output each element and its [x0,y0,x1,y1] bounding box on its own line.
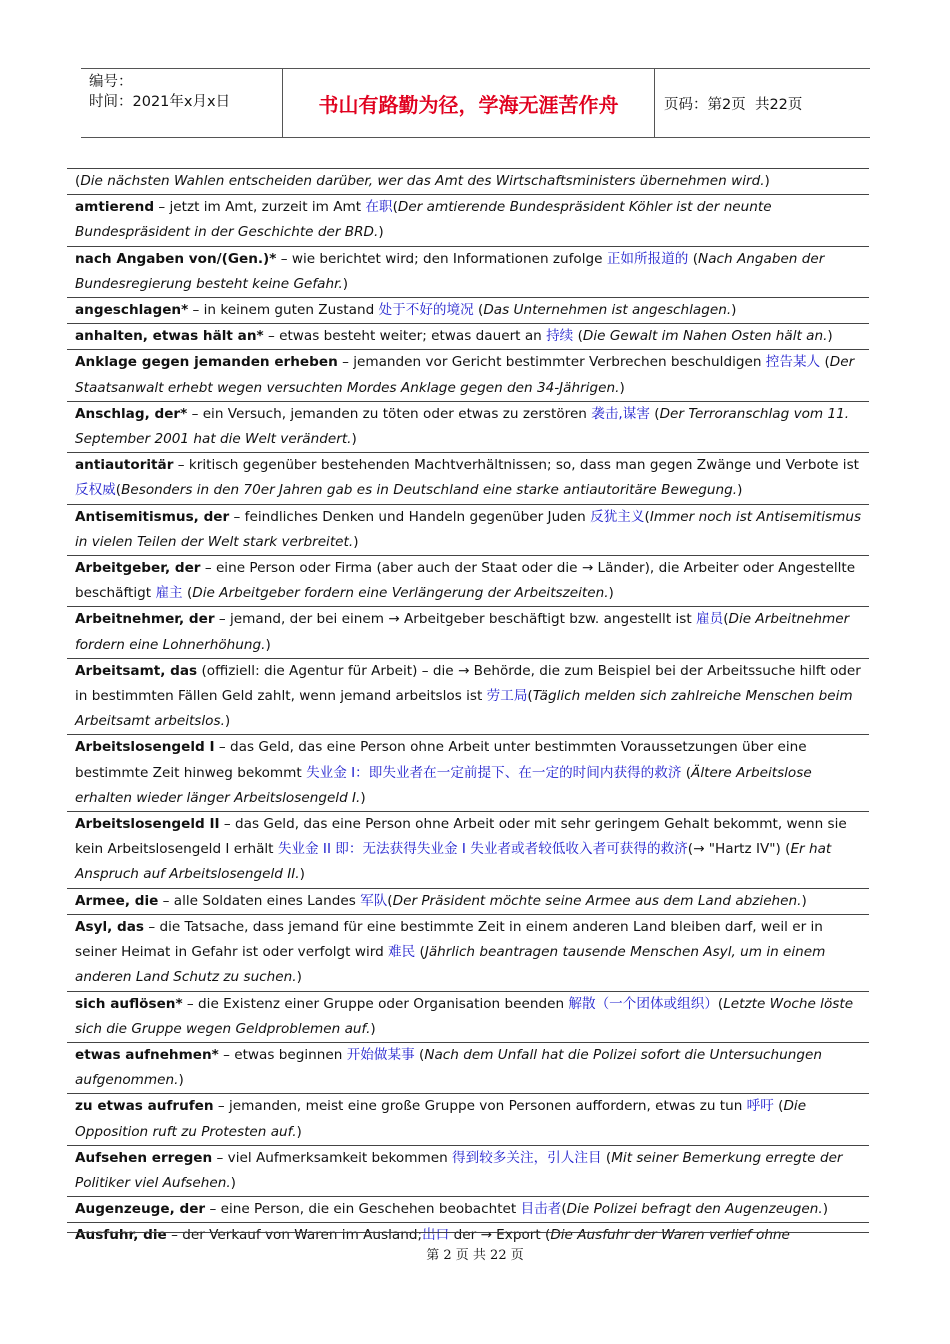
entry-example: Das Unternehmen ist angeschlagen. [483,302,732,319]
page-info-text: 页码：第2页 共22页 [664,96,803,113]
glossary-entry [67,992,869,1043]
glossary-entry [67,556,869,607]
header-meta [81,69,282,137]
entry-definition: – jemand, der bei einem → Arbeitgeber beschäftigt bzw. angestellt ist [214,611,696,628]
entry-term: angeschlagen* [75,302,189,319]
entry-translation: 反权威 [75,482,116,499]
entry-paren: ( [644,508,650,525]
entry-translation: 解散（一个团体或组织） [568,995,718,1012]
entry-example: Immer noch ist Antisemitismus in vielen Teilen der Welt stark verbreitet. [75,508,862,550]
entry-paren: ( [681,764,692,781]
entry-paren-close: ) [378,224,384,241]
entry-term: Arbeitslosengeld II [75,816,220,833]
entry-translation: 难民 [388,944,416,961]
entry-term: etwas aufnehmen* [75,1046,219,1063]
entry-definition: – ein Versuch, jemanden zu töten oder etwas zu zerstören [187,405,592,422]
entry-definition: – eine Person, die ein Geschehen beobachtet [205,1201,521,1218]
entry-paren-close: ) [230,1174,236,1191]
entry-definition: – die Existenz einer Gruppe oder Organisation beenden [182,995,569,1012]
entry-example: Die Gewalt im Nahen Osten hält an. [582,328,828,345]
glossary-entry [67,350,869,401]
glossary-entry [67,169,869,195]
entry-example: Besonders in den 70er Jahren gab es in Deutschland eine starke antiautoritäre Bewegung. [121,482,738,499]
entry-paren-close: ) [608,585,614,602]
entry-paren-close: ) [737,482,743,499]
entry-paren: ( [688,250,699,267]
entry-example: Er hat Anspruch auf Arbeitslosengeld II. [75,841,832,883]
entry-example: Die Opposition ruft zu Protesten auf. [75,1098,807,1140]
entry-definition: – jemanden, meist eine große Gruppe von Personen auffordern, etwas zu tun [213,1098,747,1115]
entry-definition: – etwas besteht weiter; etwas dauert an [263,328,547,345]
glossary-entry [67,324,869,350]
entry-term: Arbeitslosengeld I [75,739,215,756]
entry-example: Der Präsident möchte seine Armee aus dem Land abziehen. [392,892,802,909]
glossary-entry [67,453,869,504]
entry-paren-close: ) [353,533,359,550]
entry-translation: 雇员 [696,611,724,628]
entry-paren: ( [415,944,425,961]
entry-term: Asyl, das [75,918,145,935]
entry-translation: 失业金 II 即：无法获得失业金 I 失业者或者较低收入者可获得的救济 [277,841,688,858]
entry-definition: – eine Person oder Firma (aber auch der Staat oder die → Länder), die Arbeiter oder Angestellte beschäftigt [75,560,856,602]
glossary-entry [67,402,869,453]
entry-definition: – etwas beginnen [218,1046,347,1063]
entry-definition: – die Tatsache, dass jemand für eine bestimmte Zeit in einem anderen Land bleiben darf, weil er in seiner Heimat in Gefahr ist oder verfolgt wird [75,918,823,961]
entry-example: Die Arbeitgeber fordern eine Verlängerung der Arbeitszeiten. [192,585,609,602]
entry-example: Jährlich beantragen tausende Menschen Asyl, um in einem anderen Land Schutz zu suchen. [75,944,826,986]
entry-translation: 反犹主义 [590,508,645,525]
entry-example: Nach dem Unfall hat die Polizei sofort die Untersuchungen aufgenommen. [75,1046,822,1089]
entry-translation: 雇主 [155,585,183,602]
entry-example: Täglich melden sich zahlreiche Menschen beim Arbeitsamt arbeitslos. [75,688,853,730]
entry-paren-close: ) [827,328,833,345]
entry-term: Anschlag, der* [75,405,188,422]
entry-paren: ( [75,173,81,189]
entry-paren: ( [723,611,729,628]
entry-definition: – jetzt im Amt, zurzeit im Amt [154,199,366,216]
entry-translation: 在职 [365,199,393,216]
entry-definition: – das Geld, das eine Person ohne Arbeit unter bestimmten Voraussetzungen über eine bestimmte Zeit hinweg bekommt [75,739,807,781]
entry-example: Die nächsten Wahlen entscheiden darüber, wer das Amt des Wirtschaftsministers übernehmen wird. [80,173,765,189]
entry-paren: ( [820,354,830,371]
glossary-entry [67,1094,869,1145]
entry-translation: 正如所报道的 [606,250,689,267]
entry-term: Arbeitnehmer, der [75,611,215,628]
entry-paren-close: ) [342,275,349,292]
entry-example: Die Polizei befragt den Augenzeugen. [566,1201,823,1218]
glossary-entry [67,735,869,812]
entry-term: Aufsehen erregen [75,1149,213,1166]
entry-term: zu etwas aufrufen [75,1098,214,1115]
entry-paren: ( [387,892,393,909]
page-header [81,68,870,138]
header-page-info [655,69,870,137]
entry-paren: ( [601,1149,612,1166]
entry-paren-close: ) [764,173,770,189]
entry-term: nach Angaben von/(Gen.)* [75,250,277,267]
entry-definition: – der Verkauf von Waren im Ausland; [166,1227,423,1244]
entry-example: Ältere Arbeitslose erhalten wieder länger Arbeitslosengeld I. [75,764,812,806]
entry-paren-close: ) [224,713,231,730]
entry-example: Der Staatsanwalt erhebt wegen versuchten Mordes Anklage gegen den 34-Jährigen. [75,354,855,396]
entry-paren-close: ) [296,1123,302,1140]
entry-example: Die Ausfuhr der Waren verlief ohne [550,1227,790,1244]
glossary-entry [67,247,869,298]
entry-term: amtierend [75,199,155,216]
entry-paren: ( [561,1201,567,1218]
entry-term: Armee, die [75,892,159,909]
entry-definition: – alle Soldaten eines Landes [158,892,361,909]
entry-definition: (offiziell: die Agentur für Arbeit) – die → Behörde, die zum Beispiel bei der Arbeitssuche hilft oder in bestimmten Fällen Geld zahlt, wenn jemand arbeitslos ist [75,662,861,705]
entry-paren: ( [573,328,583,345]
header-motto: 书山有路勤为径，学海无涯苦作舟 [282,69,655,137]
glossary-list [67,168,869,1249]
glossary-entry [67,889,869,915]
entry-paren-close: ) [360,789,366,806]
entry-definition: – das Geld, das eine Person ohne Arbeit oder mit sehr geringem Gehalt bekommt, wenn sie kein Arbeitslosengeld I erhält [75,816,847,858]
entry-translation: 持续 [546,328,574,345]
entry-definition: – feindliches Denken und Handeln gegenüber Juden [229,508,591,525]
entry-translation: 劳工局 [486,688,528,705]
entry-paren: ( [649,405,660,422]
glossary-entry [67,1146,869,1197]
glossary-entry [67,505,869,556]
entry-term: Anklage gegen jemanden erheben [75,354,338,371]
entry-translation: 目击者 [520,1201,562,1218]
entry-paren-close: ) [299,866,305,883]
entry-definition: – in keinem guten Zustand [188,302,379,319]
entry-definition: – wie berichtet wird; den Informationen zufolge [276,250,607,267]
entry-example: Nach Angaben der Bundesregierung besteht keine Gefahr. [75,250,825,292]
entry-translation: 袭击,谋害 [591,405,650,422]
entry-paren-close: ) [822,1201,829,1218]
entry-definition: – jemanden vor Gericht bestimmter Verbrechen beschuldigen [337,354,766,371]
entry-example: Letzte Woche löste sich die Gruppe wegen Geldproblemen auf. [75,995,854,1037]
entry-paren: ( [773,1098,784,1115]
entry-paren: der → Export ( [449,1227,551,1244]
glossary-entry [67,298,869,324]
entry-definition: – kritisch gegenüber bestehenden Machtverhältnissen; so, dass man gegen Zwänge und Verbote ist [173,457,859,474]
entry-paren: ( [527,688,533,705]
entry-term: Arbeitsamt, das [75,662,198,679]
entry-term: sich auflösen* [75,995,183,1012]
entry-translation: 军队 [360,892,388,909]
glossary-entry [67,1043,869,1094]
entry-translation: 失业金 I：即失业者在一定前提下、在一定的时间内获得的救济 [306,764,682,781]
entry-term: Antisemitismus, der [75,508,230,525]
glossary-entry [67,812,869,889]
entry-paren-close: ) [370,1020,376,1037]
entry-paren-close: ) [178,1072,184,1089]
entry-paren-close: ) [619,379,625,396]
glossary-entry [67,1197,869,1223]
glossary-entry [67,607,869,658]
entry-example: Der amtierende Bundespräsident Köhler ist der neunte Bundespräsident in der Geschichte der BRD. [75,199,772,241]
entry-translation: 控告某人 [765,354,821,371]
glossary-entry [67,915,869,992]
glossary-entry [67,195,869,246]
entry-translation: 呼吁 [746,1098,774,1115]
entry-paren: ( [717,995,724,1012]
entry-term: Ausfuhr, die [75,1227,167,1244]
entry-term: Arbeitgeber, der [75,560,201,577]
bottom-divider [67,1232,869,1233]
entry-paren-close: ) [265,636,271,653]
glossary-entry [67,659,869,736]
entry-example: Der Terroranschlag vom 11. September 2001 hat die Welt verändert. [75,405,850,448]
entry-example: Mit seiner Bemerkung erregte der Politiker viel Aufsehen. [75,1149,843,1191]
entry-term: Augenzeuge, der [75,1201,206,1218]
entry-paren-close: ) [801,892,807,909]
entry-term: anhalten, etwas hält an* [75,328,264,345]
entry-translation: 处于不好的境况 [378,302,474,319]
entry-paren: (→ "Hartz IV") ( [687,841,791,858]
time-label: 时间：2021年x月x日 [89,94,231,110]
entry-paren: ( [414,1046,425,1063]
entry-translation: 开始做某事 [346,1046,415,1063]
number-label: 编号： [89,74,133,90]
entry-definition: – viel Aufmerksamkeit bekommen [212,1149,453,1166]
entry-translation: 得到较多关注，引人注目 [452,1149,602,1166]
entry-paren: ( [392,199,398,216]
entry-term: antiautoritär [75,457,174,474]
entry-paren: ( [182,585,193,602]
entry-paren: ( [473,302,484,319]
entry-translation: 出口 [422,1227,450,1244]
entry-paren: ( [115,482,122,499]
entry-paren-close: ) [731,302,737,319]
entry-paren-close: ) [296,969,302,986]
page-footer: 第 2 页 共 22 页 [426,1248,524,1263]
entry-example: Die Arbeitnehmer fordern eine Lohnerhöhung. [75,611,850,653]
entry-paren-close: ) [351,431,357,448]
